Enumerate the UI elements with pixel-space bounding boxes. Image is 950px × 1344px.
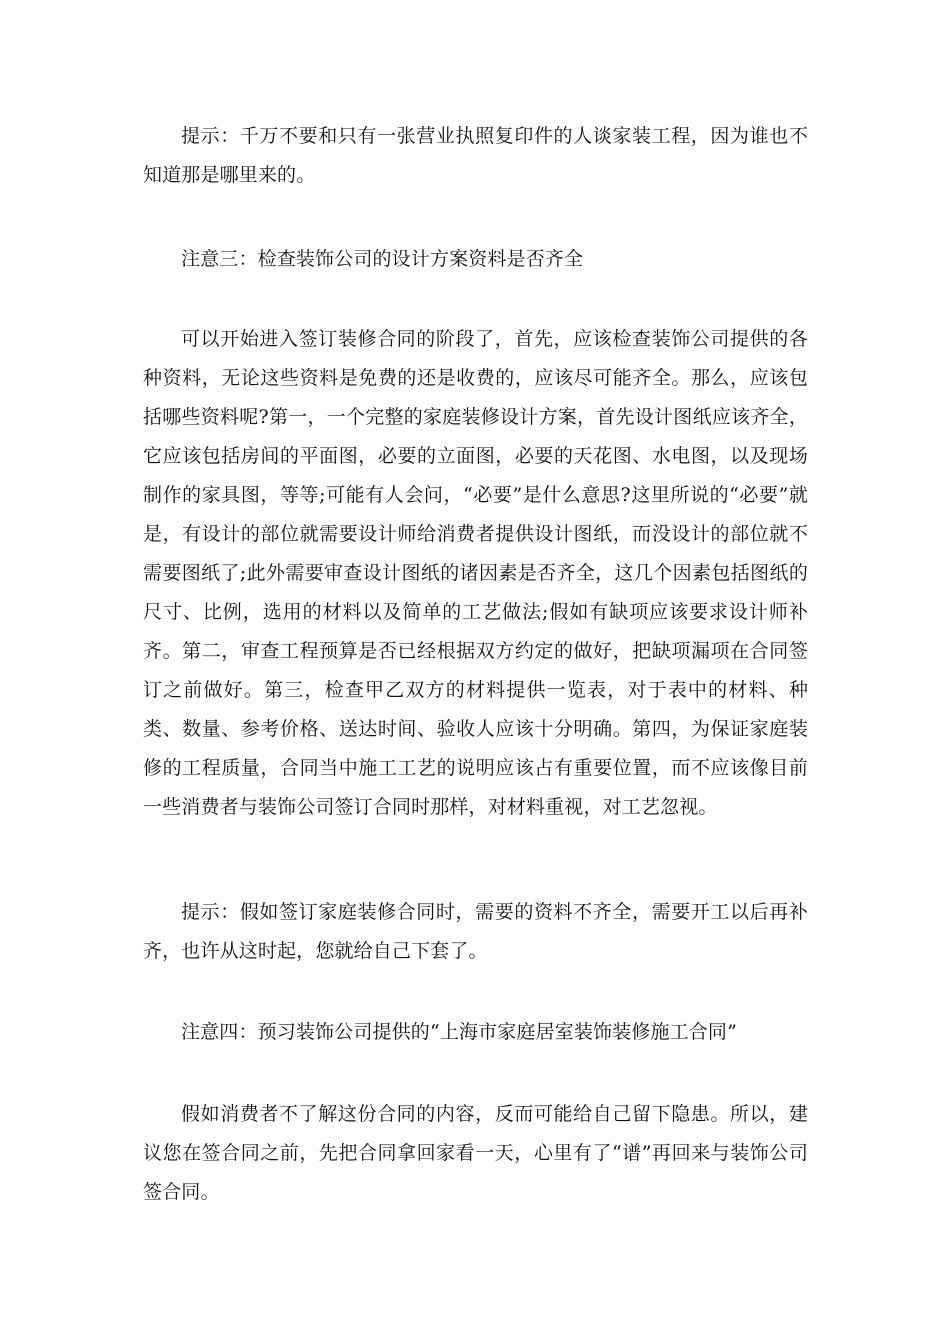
tip-paragraph: 提示：假如签订家庭装修合同时，需要的资料不齐全，需要开工以后再补齐，也许从这时起，您就给自己下套了。: [143, 901, 808, 962]
section-heading: 注意三：检查装饰公司的设计方案资料是否齐全: [181, 248, 584, 270]
body-paragraph: 可以开始进入签订装修合同的阶段了，首先，应该检查装饰公司提供的各种资料，无论这些资料是免费的还是收费的，应该尽可能齐全。那么，应该包括哪些资料呢?第一，一个完整的家庭装修设计方案，首先设计图纸应该齐全，它应该包括房间的平面图，必要的立面图，必要的天花图、水电图，以及现场制作的家具图，等等;可能有人会问，“必要”是什么意思?这里所说的“必要”就是，有设计的部位就需要设计师给消费者提供设计图纸，而没设计的部位就不需要图纸了;此外需要审查设计图纸的诸因素是否齐全，这几个因素包括图纸的尺寸、比例，选用的材料以及简单的工艺做法;假如有缺项应该要求设计师补齐。第二，审查工程预算是否已经根据双方约定的做好，把缺项漏项在合同签订之前做好。第三，检查甲乙双方的材料提供一览表，对于表中的材料、种类、数量、参考价格、送达时间、验收人应该十分明确。第四，为保证家庭装修的工程质量，合同当中施工工艺的说明应该占有重要位置，而不应该像目前一些消费者与装饰公司签订合同时那样，对材料重视，对工艺忽视。: [143, 328, 808, 818]
tip-paragraph: 提示：千万不要和只有一张营业执照复印件的人谈家装工程，因为谁也不知道那是哪里来的。: [143, 125, 808, 186]
body-paragraph: 假如消费者不了解这份合同的内容，反而可能给自己留下隐患。所以，建议您在签合同之前，先把合同拿回家看一天，心里有了“谱”再回来与装饰公司签合同。: [143, 1103, 808, 1203]
section-heading: 注意四：预习装饰公司提供的“上海市家庭居室装饰装修施工合同”: [181, 1021, 737, 1043]
